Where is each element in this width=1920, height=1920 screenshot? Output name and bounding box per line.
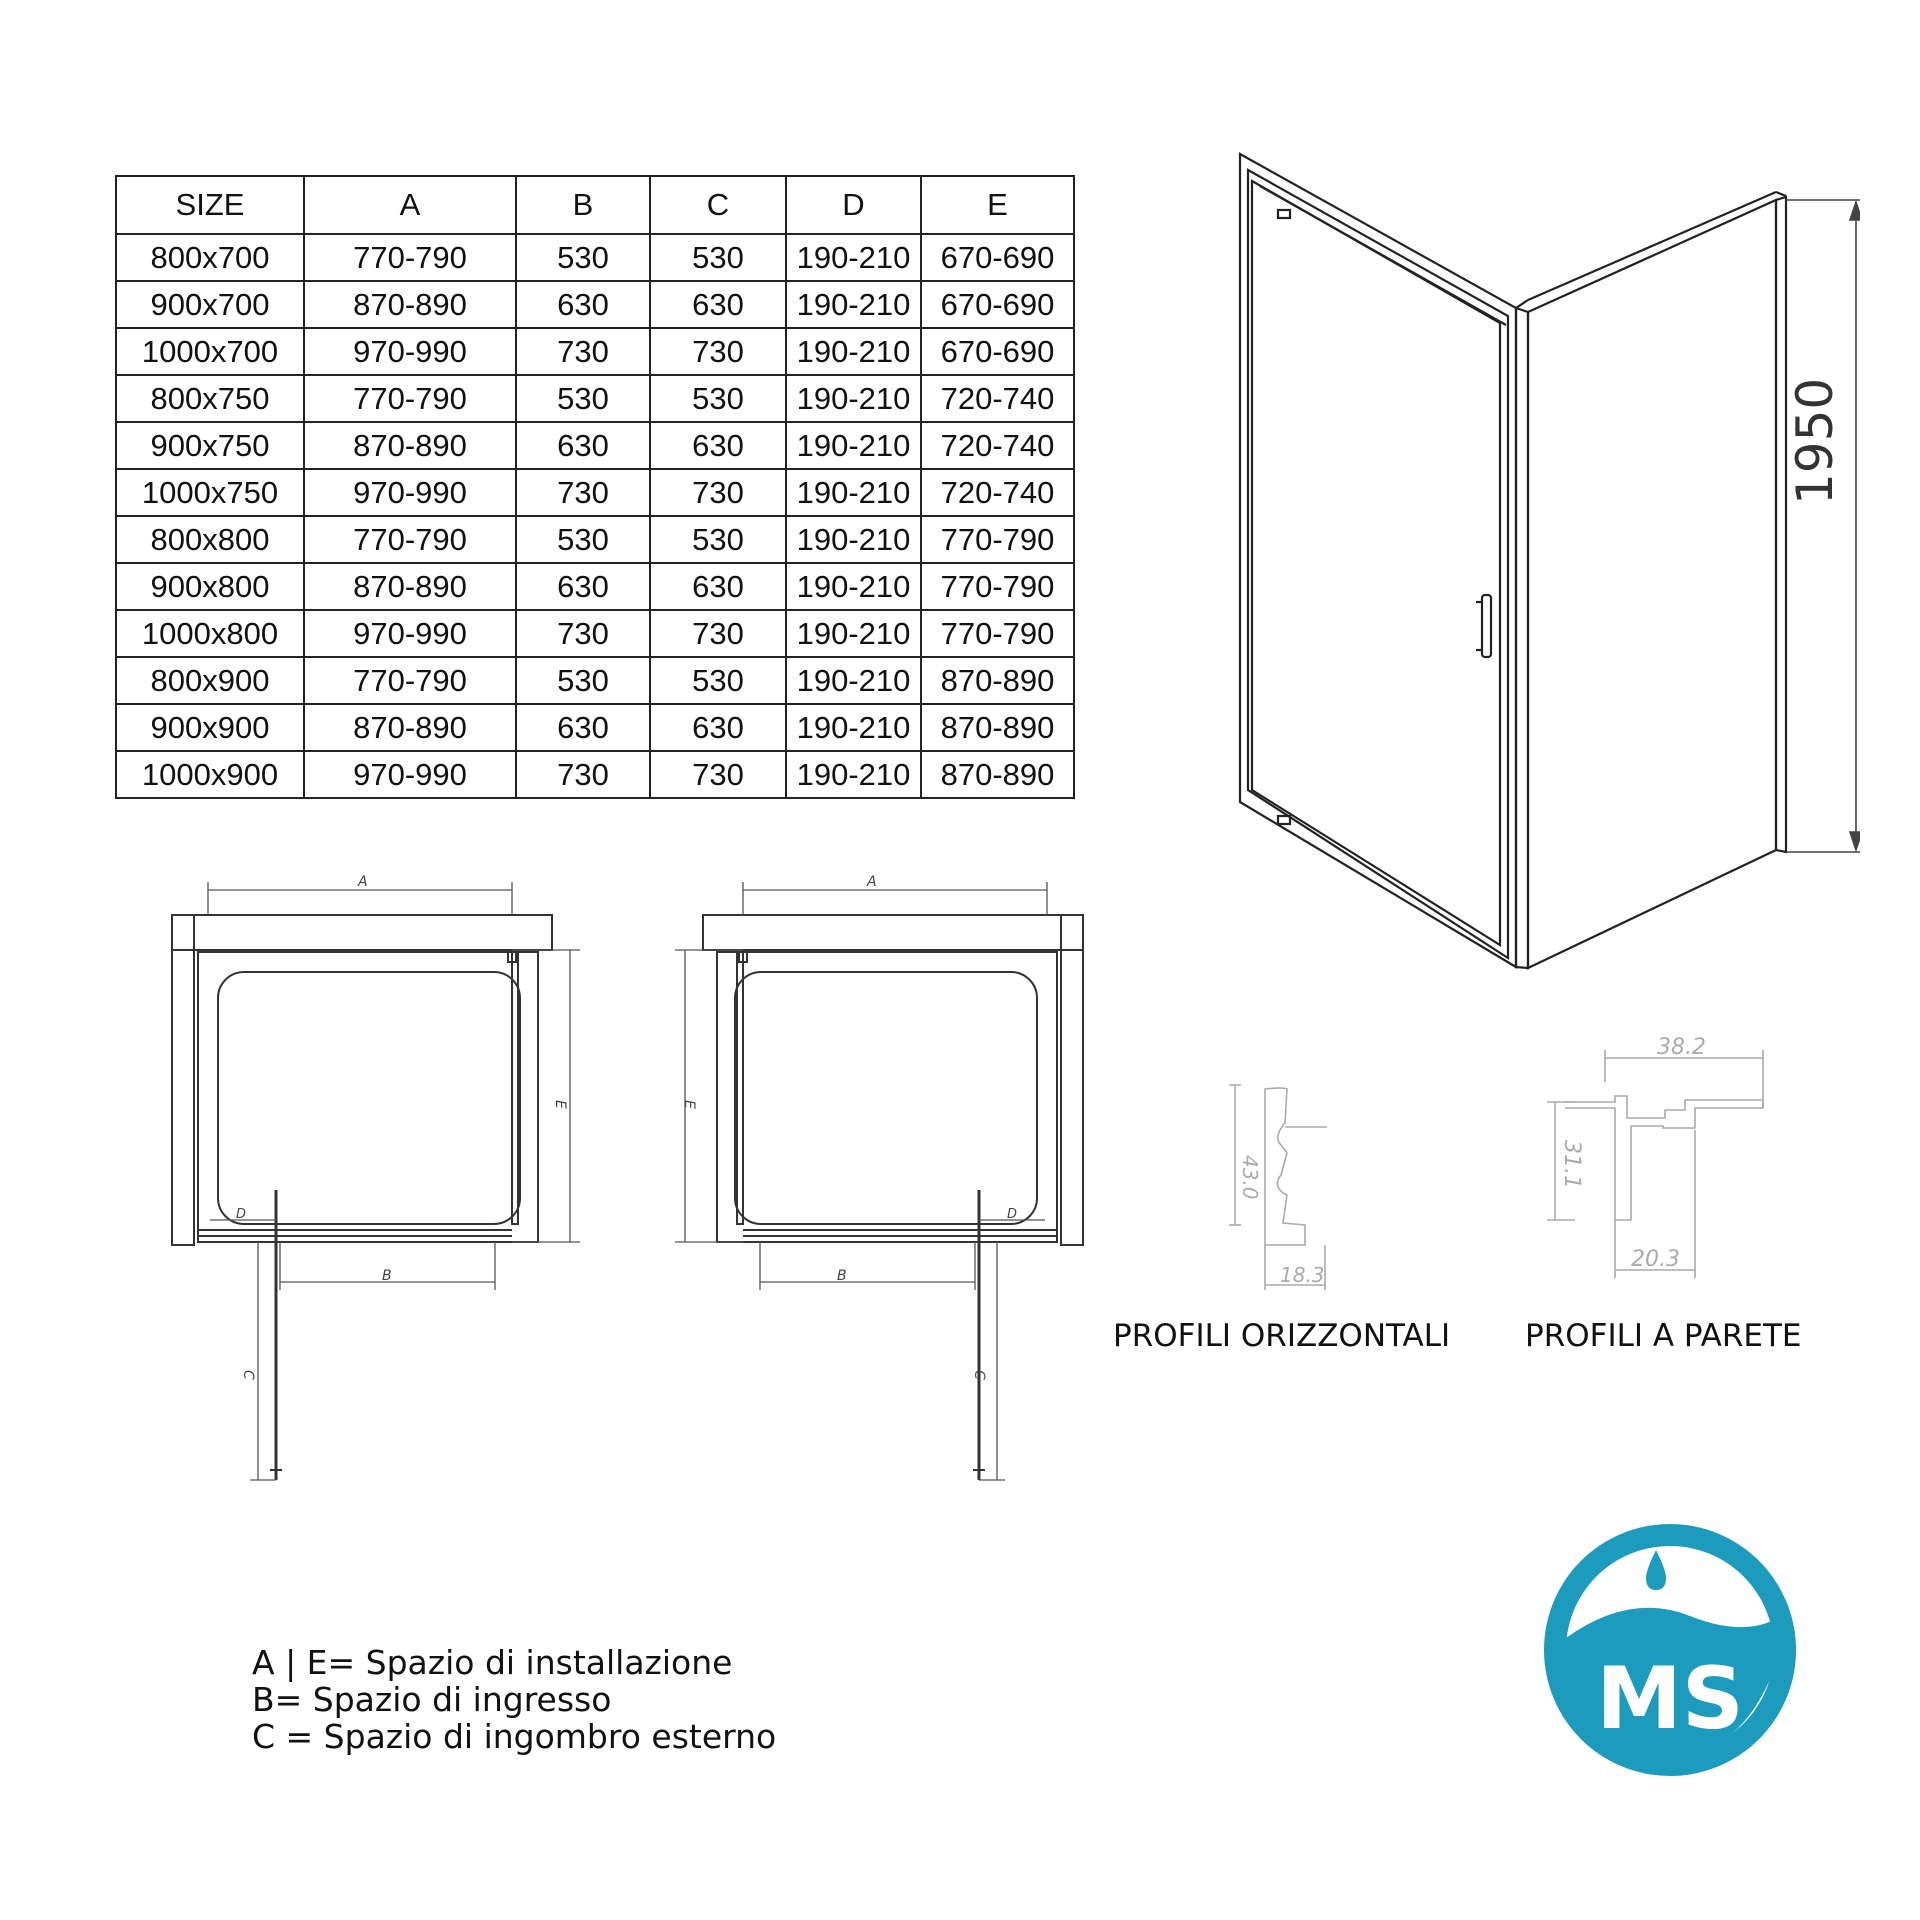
- table-cell: 730: [650, 751, 786, 798]
- header-d: D: [786, 176, 921, 234]
- table-cell: 190-210: [786, 234, 921, 281]
- table-cell: 190-210: [786, 516, 921, 563]
- table-cell: 720-740: [921, 375, 1074, 422]
- table-cell: 870-890: [921, 751, 1074, 798]
- height-dimension-label: 1950: [1786, 377, 1844, 505]
- table-cell: 730: [516, 328, 650, 375]
- table-cell: 900x700: [116, 281, 304, 328]
- table-row: [116, 422, 1074, 469]
- legend-line-1: A | E= Spazio di installazione: [252, 1643, 733, 1682]
- table-cell: 530: [650, 375, 786, 422]
- dim-b-label: B: [382, 1268, 392, 1284]
- table-cell: 800x900: [116, 657, 304, 704]
- table-cell: 190-210: [786, 704, 921, 751]
- header-a: A: [304, 176, 516, 234]
- legend-line-3: C = Spazio di ingombro esterno: [252, 1717, 777, 1756]
- table-cell: 670-690: [921, 281, 1074, 328]
- table-cell: 630: [650, 281, 786, 328]
- horizontal-profile-drawing: [1225, 1075, 1345, 1295]
- table-cell: 530: [650, 516, 786, 563]
- table-cell: 630: [516, 422, 650, 469]
- table-cell: 970-990: [304, 469, 516, 516]
- dim-a-label: A: [867, 874, 877, 890]
- table-row: [116, 516, 1074, 563]
- table-cell: 630: [516, 563, 650, 610]
- dim-d-label: D: [236, 1207, 247, 1222]
- table-cell: 630: [516, 281, 650, 328]
- table-cell: 730: [650, 328, 786, 375]
- header-e: E: [921, 176, 1074, 234]
- table-cell: 190-210: [786, 422, 921, 469]
- table-cell: 670-690: [921, 328, 1074, 375]
- dim-b-label: B: [837, 1268, 847, 1284]
- table-cell: 1000x750: [116, 469, 304, 516]
- table-cell: 800x800: [116, 516, 304, 563]
- plan-view-left: [160, 870, 600, 1500]
- table-row: [116, 328, 1074, 375]
- table-row: [116, 234, 1074, 281]
- table-cell: 770-790: [921, 516, 1074, 563]
- back-wall: [172, 915, 552, 950]
- corner-post: [1516, 308, 1528, 968]
- table-cell: 530: [516, 234, 650, 281]
- table-row: [116, 751, 1074, 798]
- profile-h-width-dim: 18.3: [1280, 1263, 1325, 1287]
- table-cell: 970-990: [304, 610, 516, 657]
- table-cell: 900x800: [116, 563, 304, 610]
- table-cell: 770-790: [921, 610, 1074, 657]
- profile-w-height-dim: 31.1: [1559, 1140, 1584, 1189]
- table-cell: 190-210: [786, 563, 921, 610]
- table-row: [116, 657, 1074, 704]
- table-cell: 630: [516, 704, 650, 751]
- dim-c-label: C: [240, 1370, 256, 1380]
- door-handle: [1482, 595, 1491, 657]
- table-cell: 530: [516, 375, 650, 422]
- side-panel: [1528, 200, 1776, 968]
- table-cell: 770-790: [921, 563, 1074, 610]
- table-cell: 730: [516, 751, 650, 798]
- table-cell: 530: [650, 657, 786, 704]
- table-cell: 630: [650, 422, 786, 469]
- table-cell: 970-990: [304, 328, 516, 375]
- table-cell: 730: [516, 469, 650, 516]
- profile-h-height-dim: 43.0: [1238, 1155, 1262, 1200]
- table-cell: 630: [650, 563, 786, 610]
- table-cell: 770-790: [304, 657, 516, 704]
- wall-profiles-label: PROFILI A PARETE: [1525, 1318, 1802, 1354]
- table-cell: 530: [650, 234, 786, 281]
- horizontal-profile-shape: [1265, 1088, 1305, 1245]
- ms-logo: [1540, 1520, 1800, 1780]
- shower-tray: [218, 972, 520, 1224]
- table-cell: 870-890: [921, 704, 1074, 751]
- table-cell: 190-210: [786, 281, 921, 328]
- size-table: [115, 175, 1075, 799]
- table-header-row: [116, 176, 1074, 234]
- table-row: [116, 469, 1074, 516]
- table-cell: 190-210: [786, 751, 921, 798]
- table-cell: 730: [650, 469, 786, 516]
- table-cell: 720-740: [921, 422, 1074, 469]
- table-cell: 770-790: [304, 234, 516, 281]
- table-row: [116, 610, 1074, 657]
- table-cell: 970-990: [304, 751, 516, 798]
- table-cell: 730: [650, 610, 786, 657]
- header-c: C: [650, 176, 786, 234]
- header-size: SIZE: [116, 176, 304, 234]
- dim-c-label: C: [971, 1370, 987, 1380]
- table-cell: 870-890: [304, 281, 516, 328]
- table-cell: 720-740: [921, 469, 1074, 516]
- dim-d-label: D: [1007, 1207, 1018, 1222]
- table-cell: 870-890: [304, 563, 516, 610]
- table-cell: 190-210: [786, 375, 921, 422]
- table-row: [116, 704, 1074, 751]
- logo-text: MS: [1596, 1649, 1744, 1749]
- table-cell: 1000x700: [116, 328, 304, 375]
- profile-w-top-dim: 38.2: [1657, 1035, 1706, 1060]
- table-cell: 630: [650, 704, 786, 751]
- table-cell: 770-790: [304, 516, 516, 563]
- table-cell: 190-210: [786, 657, 921, 704]
- table-body: [116, 234, 1074, 798]
- table-row: [116, 563, 1074, 610]
- enclosure-perspective-drawing: [1220, 140, 1860, 1000]
- wall-profile-drawing: [1535, 1030, 1775, 1290]
- dim-e-label: E: [552, 1100, 568, 1109]
- table-cell: 900x900: [116, 704, 304, 751]
- horizontal-profiles-label: PROFILI ORIZZONTALI: [1113, 1318, 1451, 1354]
- legend-line-2: B= Spazio di ingresso: [252, 1680, 612, 1719]
- wall-profile-shape: [1565, 1096, 1763, 1220]
- table-cell: 800x750: [116, 375, 304, 422]
- table-cell: 730: [516, 610, 650, 657]
- table-cell: 530: [516, 657, 650, 704]
- table-row: [116, 375, 1074, 422]
- table-cell: 1000x800: [116, 610, 304, 657]
- table-cell: 870-890: [921, 657, 1074, 704]
- table-cell: 900x750: [116, 422, 304, 469]
- table-cell: 670-690: [921, 234, 1074, 281]
- table-cell: 800x700: [116, 234, 304, 281]
- door-outer-frame: [1240, 154, 1516, 967]
- table-cell: 530: [516, 516, 650, 563]
- dim-e-label: E: [681, 1100, 697, 1109]
- table-cell: 770-790: [304, 375, 516, 422]
- dim-a-label: A: [358, 874, 368, 890]
- table-row: [116, 281, 1074, 328]
- table-cell: 870-890: [304, 704, 516, 751]
- plan-view-right: [655, 870, 1095, 1500]
- table-cell: 190-210: [786, 610, 921, 657]
- table-cell: 190-210: [786, 469, 921, 516]
- left-wall: [172, 915, 194, 1245]
- table-cell: 870-890: [304, 422, 516, 469]
- table-cell: 190-210: [786, 328, 921, 375]
- profile-w-bottom-dim: 20.3: [1631, 1247, 1680, 1272]
- header-b: B: [516, 176, 650, 234]
- table-cell: 1000x900: [116, 751, 304, 798]
